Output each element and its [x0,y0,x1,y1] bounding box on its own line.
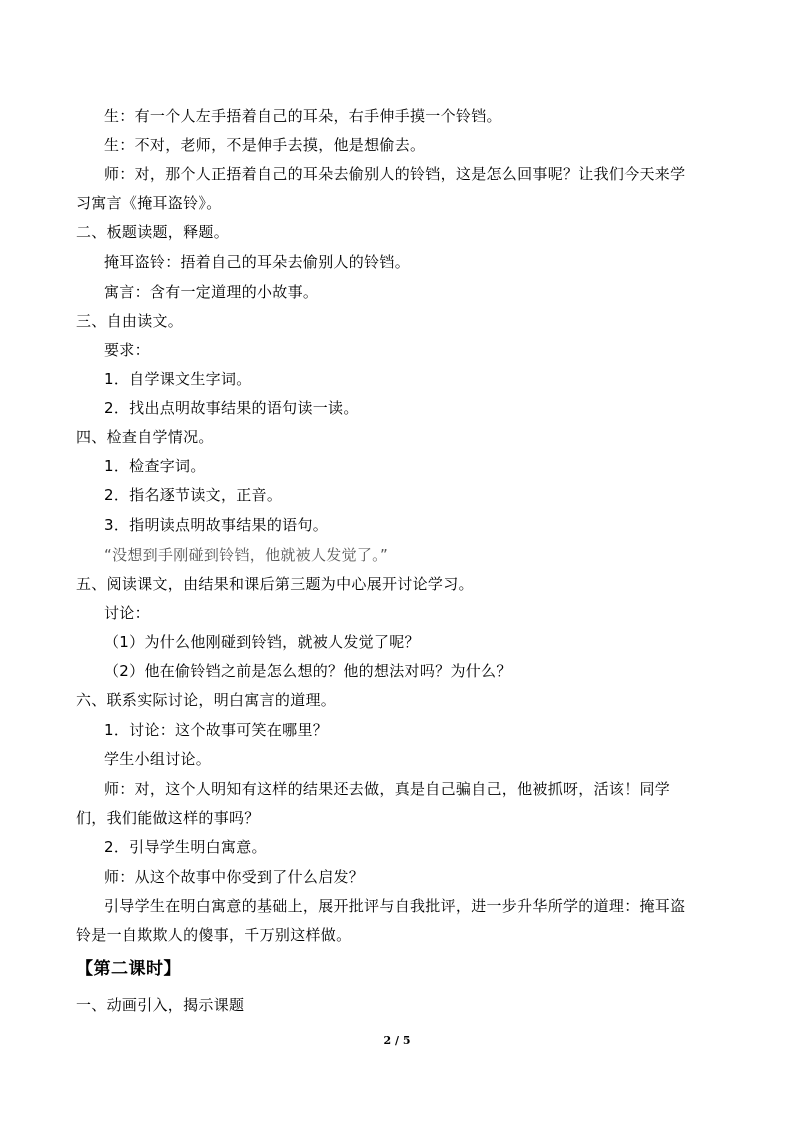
list-item: 1．自学课文生字词。 [104,370,252,388]
section-heading: 三、自由读文。 [76,312,184,330]
list-item: （2）他在偷铃铛之前是怎么想的？他的想法对吗？为什么？ [104,662,512,680]
paragraph-line: 们，我们能做这样的事吗？ [76,809,260,827]
section-heading: 六、联系实际讨论，明白寓言的道理。 [76,691,337,709]
paragraph-line: 师：对，这个人明知有这样的结果还去做，真是自己骗自己，他被抓呀，活该！同学 [104,780,671,798]
quoted-sentence: “没想到手刚碰到铃铛，他就被人发觉了。” [104,546,389,564]
list-item: 3．指明读点明故事结果的语句。 [104,516,329,534]
list-item: （1）为什么他刚碰到铃铛，就被人发觉了呢？ [104,633,420,651]
section-heading: 二、板题读题，释题。 [76,223,230,241]
paragraph-line: 讨论： [104,604,150,622]
paragraph-line: 习寓言《掩耳盗铃》。 [76,194,222,212]
section-heading: 四、检查自学情况。 [76,428,214,446]
paragraph-line: 生：不对，老师，不是伸手去摸，他是想偷去。 [104,136,426,154]
paragraph-line: 学生小组讨论。 [104,750,212,768]
section-heading: 一、动画引入，揭示课题 [76,996,245,1014]
paragraph-line: 引导学生在明白寓意的基础上，展开批评与自我批评，进一步升华所学的道理：掩耳盗 [104,897,686,915]
list-item: 2．指名逐节读文，正音。 [104,486,283,504]
list-item: 2．引导学生明白寓意。 [104,838,267,856]
paragraph-line: 掩耳盗铃：捂着自己的耳朵去偷别人的铃铛。 [104,253,411,271]
lesson-heading: 【第二课时】 [76,959,181,979]
page-number: 2 / 5 [383,1034,411,1047]
list-item: 2．找出点明故事结果的语句读一读。 [104,399,359,417]
paragraph-line: 寓言：含有一定道理的小故事。 [104,283,319,301]
paragraph-line: 师：从这个故事中你受到了什么启发？ [104,868,365,886]
paragraph-line: 生：有一个人左手捂着自己的耳朵，右手伸手摸一个铃铛。 [104,107,502,125]
list-item: 1．检查字词。 [104,457,206,475]
paragraph-line: 师：对，那个人正捂着自己的耳朵去偷别人的铃铛，这是怎么回事呢？让我们今天来学 [104,165,686,183]
paragraph-line: 铃是一自欺欺人的傻事，千万别这样做。 [76,926,352,944]
paragraph-line: 要求： [104,341,150,359]
section-heading: 五、阅读课文，由结果和课后第三题为中心展开讨论学习。 [76,575,474,593]
list-item: 1．讨论：这个故事可笑在哪里？ [104,721,329,739]
